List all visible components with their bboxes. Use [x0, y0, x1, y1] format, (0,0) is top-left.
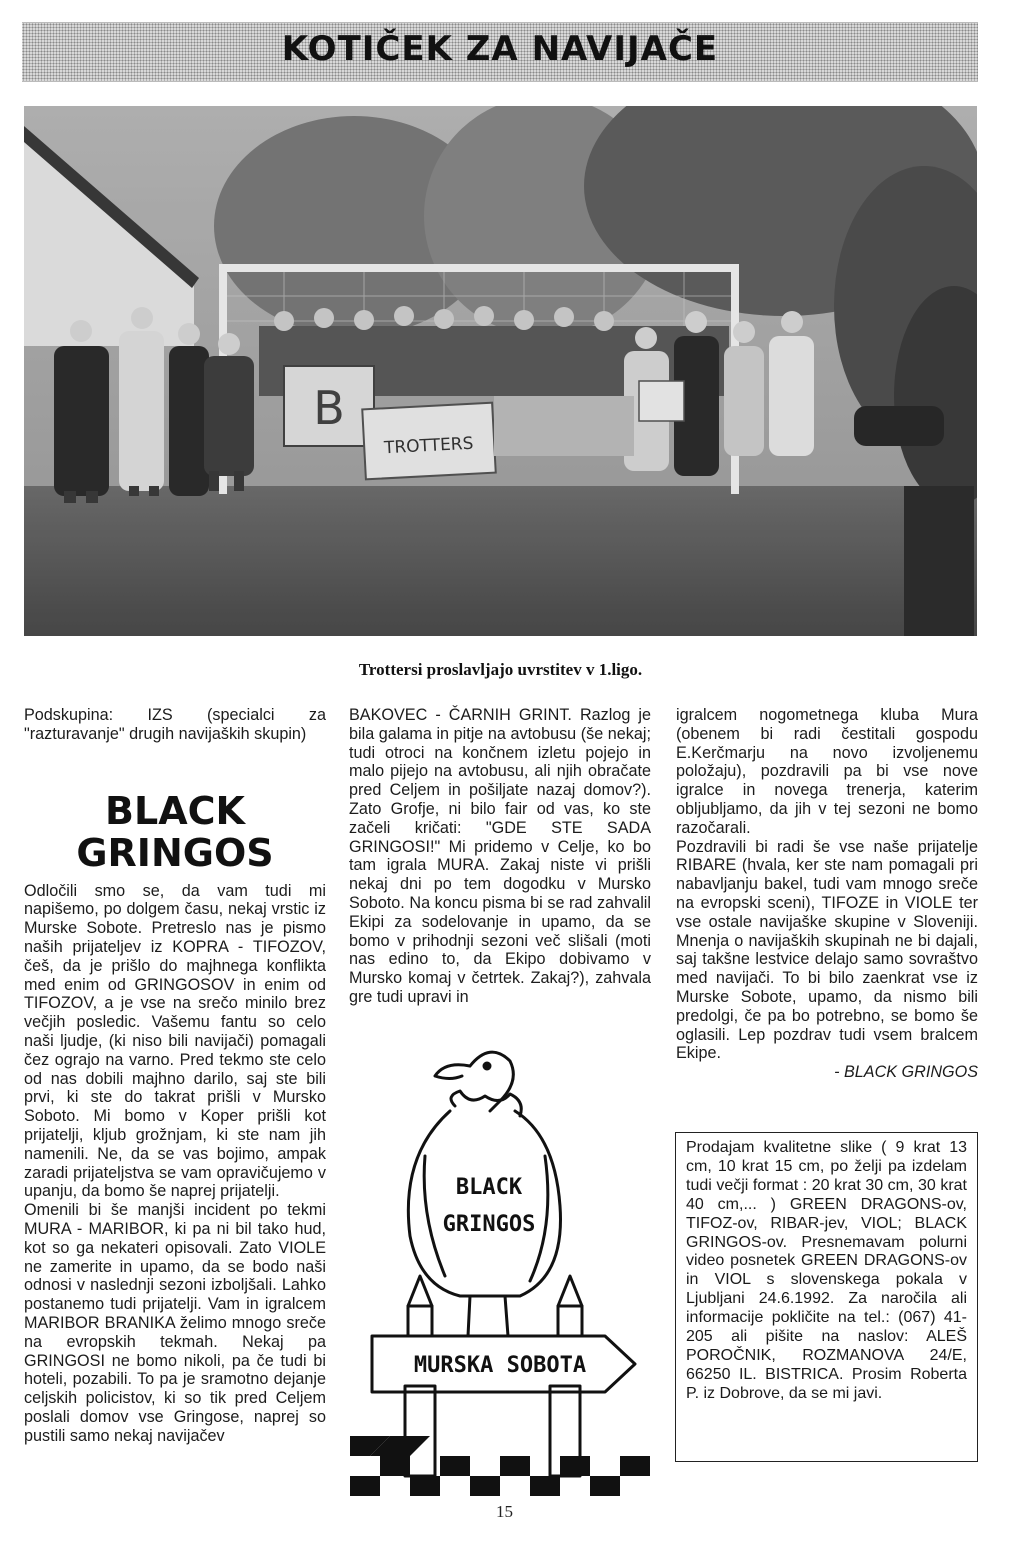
classified-ad-text: Prodajam kvalitetne slike ( 9 krat 13 cm, 10 krat 15 cm, po želji pa izdelam tudi večji format : 20 krat 30 cm, 30 krat 40 cm,... ) GREEN DRAGONS-ov, TIFOZ-ov, RIBAR-jev, VIOL; BLACK GRINGOS-ov. Presnemavam polurni video posnetek GREEN DRAGONS-ov in VIOL s slovenskega pokala v Ljubljani 24.6.1992. Za naročila ali informacije pokličite na tel.: (067) 41-205 ali pišite na naslov: ALEŠ POROČNIK, ROZMANOVA 24/E, 66250 IL. BISTRICA. Prosim Roberta P. iz Dobrove, da se mi javi. [686, 1139, 967, 1402]
article-paragraph: Pozdravili bi radi še vse naše prijatelje RIBARE (hvala, ker ste nam pomagali pri nabavljanju bakel, tudi vam mnogo sreče na evropski sceni), TIFOZE in VIOLE ter vse ostale navijaške skupine v Sloveniji. Mnenja o navijaških skupinah ne bi dajali, saj takšne lestvice delajo samo sovraštvo med navijači. To bi bilo zaenkrat vse iz Murske Sobote, upamo, da nismo bili predolgi, če pa bo potrebno, se bomo še oglasili. Lep pozdrav tudi vsem bralcem Ekipe. [676, 837, 978, 1063]
banner-trotters: TROTTERS [383, 433, 474, 459]
article-column-3 [676, 706, 978, 1082]
photo-caption: Trottersi proslavljajo uvrstitev v 1.ligo. [358, 660, 643, 679]
subgroup-intro: Podskupina: IZS (specialci za "razturavanje" drugih navijaških skupin) [24, 706, 326, 743]
article-column-2 [349, 706, 651, 1007]
article-heading [24, 790, 326, 874]
sign-text: MURSKA SOBOTA [413, 1353, 587, 1378]
article-paragraph: Odločili smo se, da vam tudi mi napišemo, po dolgem času, nekaj vrstic iz Murske Sobote. Pretreslo nas je pismo naših prijateljev iz KOPRA - TIFOZOV, češ, da je prišlo do majhnega konflikta med enim od GRINGOSOV in enim od TIFOZOV, a je vse na srečo minilo brez večjih posledic. Vašemu fantu so celo naši ljudje, (ki niso bili navijači) pomagali čez ograjo na varno. Pred tekmo ste celo od nas dobili majhno darilo, saj ste bili prvi, ki ste do takrat prišli v Mursko Soboto. Mi bomo v Koper prišli kot prijatelji, kljub grožnjam, ki ste nam jih namenili. Ne, da se vas bojimo, ampak zaradi prijateljstva se vam opravičujemo v upanju, da bomo še naprej prijatelji. [24, 881, 326, 1201]
article-signature: - BLACK GRINGOS [834, 1063, 978, 1082]
article-paragraph: igralcem nogometnega kluba Mura (obenem bi radi čestitali gospodu E.Kerčmarju na novo izvoljenemu položaju), pozdravili pa bi vse nove igralce in novega trenerja, katerim obljubljamo, da jih v tej sezoni ne bomo razočarali. [676, 706, 978, 837]
page-number: 15 [496, 1502, 513, 1521]
article-column-1 [24, 706, 326, 1446]
fan-group-photo [24, 106, 977, 636]
heading-line-1: BLACK [105, 788, 245, 833]
heading-line-2: GRINGOS [76, 830, 274, 875]
drawing-text-line-1: BLACK [455, 1175, 523, 1200]
article-paragraph: BAKOVEC - ČARNIH GRINT. Razlog je bila galama in pitje na avtobusu (še nekaj; tudi otroci na končnem izletu pojejo in malo pijejo na avtobusu, ali njih obračate pred Celjem in pošiljate nazaj domov?). Zato Grofje, ni bilo fair od vas, ko ste začeli kričati: "GDE STE SADA GRINGOSI!" Mi pridemo v Celje, ko bo tam igrala MURA. Zakaj niste vi prišli nekaj dni po tem dogodku v Mursko Soboto. Na koncu pisma bi se rad zahvalil Ekipi za sodelovanje in upamo, da se bomo v prihodnji sezoni več slišali (moti nas edino to, da Ekipo dobivamo v Mursko komaj v četrtek. Zakaj?), zahvala gre tudi upravi in [349, 706, 651, 1006]
article-paragraph: Omenili bi še manjši incident po tekmi MURA - MARIBOR, ki pa ni bil tako hud, kot so ga nekateri opisovali. Zato VIOLE ne zamerite in upamo, da se bodo naši odnosi v naslednji sezoni izboljšali. Lahko postanemo tudi prijatelji. Vam in igralcem MARIBOR BRANIKA želimo mnogo sreče na evropskih tekmah. Nekaj pa GRINGOSI ne bomo nikoli, pa če tudi bi hoteli, pozabili. To pa je sramotno dejanje celjskih policistov, ki so tik pred Celjem poslali domov vse Gringose, naprej so pustili samo nekaj navijačev [24, 1201, 326, 1445]
page-title: KOTIČEK ZA NAVIJAČE [281, 29, 719, 69]
drawing-text-line-2: GRINGOS [442, 1212, 536, 1237]
svg-text:B: B [313, 381, 345, 435]
vulture-mascot-drawing [350, 1036, 650, 1496]
classified-ad-box [675, 1132, 978, 1462]
